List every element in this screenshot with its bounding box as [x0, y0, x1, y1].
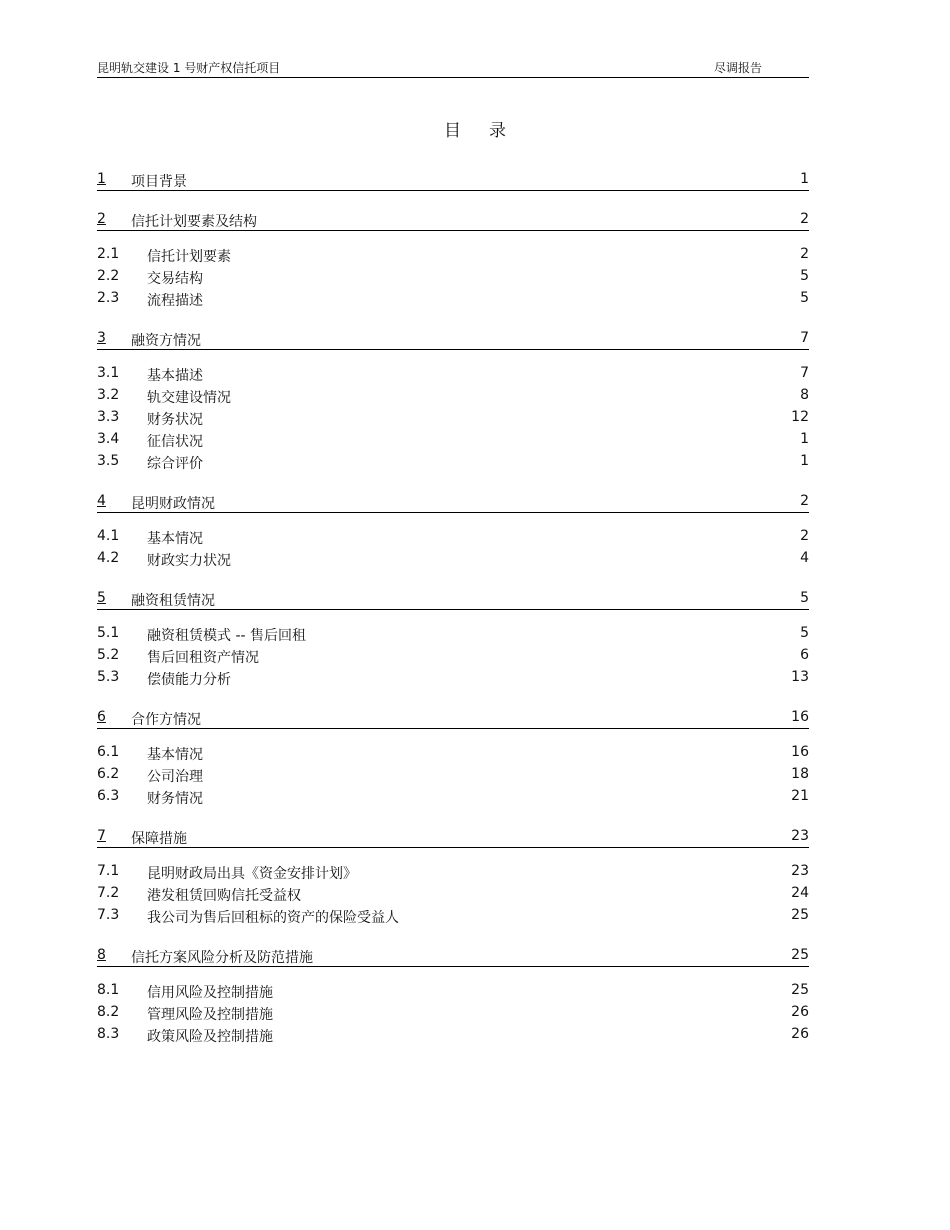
toc-subsection-label: 信用风险及控制措施 [147, 985, 273, 1001]
toc-subsection-label: 综合评价 [147, 456, 203, 472]
toc-subsection-8.2[interactable] [97, 1002, 809, 1024]
toc-subsection-num: 5.3 [97, 669, 120, 685]
toc-subsection-page: 13 [791, 669, 809, 685]
toc-subsection-page: 25 [791, 907, 809, 923]
toc-subsection-num: 8.3 [97, 1026, 120, 1042]
toc-subsection-7.2[interactable] [97, 883, 809, 905]
toc-section-label: 信托方案风险分析及防范措施 [131, 950, 313, 966]
header-project-name: 昆明轨交建设 1 号财产权信托项目 [97, 61, 281, 75]
toc-subsection-label: 信托计划要素 [147, 249, 231, 265]
toc-subsection-8.3[interactable] [97, 1024, 809, 1046]
toc-subsection-page: 12 [791, 409, 809, 425]
toc-subsection-page: 2 [800, 528, 809, 544]
toc-subsection-num: 2.2 [97, 268, 120, 284]
toc-subsection-label: 港发租赁回购信托受益权 [147, 888, 301, 904]
toc-subsection-page: 5 [800, 625, 809, 641]
toc-subsection-num: 5.1 [97, 625, 120, 641]
toc-section-3[interactable] [97, 329, 809, 350]
toc-subsection-label: 昆明财政局出具《资金安排计划》 [147, 866, 357, 882]
toc-subsection-7.1[interactable] [97, 861, 809, 883]
toc-subsection-list [97, 742, 809, 808]
toc-subsection-num: 4.1 [97, 528, 120, 544]
toc-title: 目录 [444, 121, 534, 141]
page-header [97, 57, 809, 78]
toc-subsection-page: 5 [800, 290, 809, 306]
toc-section-page: 16 [791, 709, 809, 725]
toc-subsection-page: 25 [791, 982, 809, 998]
toc-subsection-label: 管理风险及控制措施 [147, 1007, 273, 1023]
table-of-contents [97, 170, 809, 1046]
toc-section-num: 5 [97, 590, 106, 606]
toc-section-page: 1 [800, 171, 809, 187]
toc-subsection-page: 24 [791, 885, 809, 901]
toc-subsection-num: 3.2 [97, 387, 120, 403]
toc-subsection-num: 6.1 [97, 744, 120, 760]
toc-subsection-label: 征信状况 [147, 434, 203, 450]
toc-subsection-num: 8.2 [97, 1004, 120, 1020]
header-report-type: 尽调报告 [714, 61, 763, 75]
toc-section-8[interactable] [97, 946, 809, 967]
toc-subsection-4.1[interactable] [97, 526, 809, 548]
toc-subsection-5.2[interactable] [97, 645, 809, 667]
toc-subsection-8.1[interactable] [97, 980, 809, 1002]
toc-subsection-5.1[interactable] [97, 623, 809, 645]
toc-subsection-label: 公司治理 [147, 769, 203, 785]
toc-subsection-6.3[interactable] [97, 786, 809, 808]
toc-subsection-num: 7.3 [97, 907, 120, 923]
toc-subsection-num: 8.1 [97, 982, 120, 998]
toc-section-label: 昆明财政情况 [131, 496, 215, 512]
toc-section-page: 23 [791, 828, 809, 844]
toc-subsection-6.1[interactable] [97, 742, 809, 764]
toc-subsection-list [97, 623, 809, 689]
toc-subsection-3.4[interactable] [97, 429, 809, 451]
toc-subsection-page: 21 [791, 788, 809, 804]
toc-subsection-label: 流程描述 [147, 293, 203, 309]
toc-subsection-page: 8 [800, 387, 809, 403]
toc-subsection-label: 基本情况 [147, 531, 203, 547]
toc-subsection-num: 7.2 [97, 885, 120, 901]
toc-subsection-page: 6 [800, 647, 809, 663]
toc-subsection-num: 2.1 [97, 246, 120, 262]
toc-subsection-6.2[interactable] [97, 764, 809, 786]
toc-subsection-page: 4 [800, 550, 809, 566]
toc-section-num: 1 [97, 171, 106, 187]
toc-subsection-label: 轨交建设情况 [147, 390, 231, 406]
toc-subsection-7.3[interactable] [97, 905, 809, 927]
toc-subsection-label: 交易结构 [147, 271, 203, 287]
toc-section-num: 2 [97, 211, 106, 227]
toc-subsection-num: 6.2 [97, 766, 120, 782]
toc-subsection-5.3[interactable] [97, 667, 809, 689]
toc-subsection-page: 2 [800, 246, 809, 262]
toc-subsection-page: 26 [791, 1004, 809, 1020]
toc-subsection-page: 1 [800, 453, 809, 469]
toc-subsection-list [97, 363, 809, 473]
toc-subsection-label: 财务情况 [147, 791, 203, 807]
toc-subsection-page: 5 [800, 268, 809, 284]
toc-subsection-2.3[interactable] [97, 288, 809, 310]
toc-section-6[interactable] [97, 708, 809, 729]
toc-section-page: 2 [800, 493, 809, 509]
toc-section-label: 融资方情况 [131, 333, 201, 349]
toc-section-page: 2 [800, 211, 809, 227]
toc-subsection-label: 财政实力状况 [147, 553, 231, 569]
toc-section-2[interactable] [97, 210, 809, 231]
toc-subsection-num: 4.2 [97, 550, 120, 566]
toc-subsection-page: 23 [791, 863, 809, 879]
toc-subsection-3.5[interactable] [97, 451, 809, 473]
toc-subsection-num: 3.3 [97, 409, 120, 425]
toc-subsection-list [97, 526, 809, 570]
toc-subsection-label: 基本情况 [147, 747, 203, 763]
toc-section-label: 保障措施 [131, 831, 187, 847]
toc-subsection-2.1[interactable] [97, 244, 809, 266]
toc-section-5[interactable] [97, 589, 809, 610]
toc-subsection-list [97, 244, 809, 310]
toc-subsection-num: 3.4 [97, 431, 120, 447]
toc-subsection-list [97, 980, 809, 1046]
toc-subsection-num: 3.5 [97, 453, 120, 469]
toc-subsection-label: 融资租赁模式 -- 售后回租 [147, 628, 307, 644]
toc-subsection-list [97, 861, 809, 927]
toc-section-page: 25 [791, 947, 809, 963]
toc-subsection-label: 我公司为售后回租标的资产的保险受益人 [147, 910, 399, 926]
toc-subsection-num: 5.2 [97, 647, 120, 663]
toc-subsection-label: 售后回租资产情况 [147, 650, 259, 666]
toc-subsection-label: 政策风险及控制措施 [147, 1029, 273, 1045]
toc-subsection-label: 基本描述 [147, 368, 203, 384]
toc-subsection-3.1[interactable] [97, 363, 809, 385]
toc-subsection-3.2[interactable] [97, 385, 809, 407]
toc-section-label: 合作方情况 [131, 712, 201, 728]
toc-section-page: 5 [800, 590, 809, 606]
toc-section-1[interactable] [97, 170, 809, 191]
toc-subsection-label: 偿债能力分析 [147, 672, 231, 688]
toc-section-num: 4 [97, 493, 106, 509]
toc-section-num: 6 [97, 709, 106, 725]
toc-subsection-num: 2.3 [97, 290, 120, 306]
toc-subsection-page: 7 [800, 365, 809, 381]
toc-subsection-page: 26 [791, 1026, 809, 1042]
toc-section-num: 8 [97, 947, 106, 963]
toc-section-7[interactable] [97, 827, 809, 848]
toc-subsection-num: 7.1 [97, 863, 120, 879]
toc-subsection-2.2[interactable] [97, 266, 809, 288]
toc-subsection-4.2[interactable] [97, 548, 809, 570]
toc-section-page: 7 [800, 330, 809, 346]
toc-subsection-label: 财务状况 [147, 412, 203, 428]
toc-subsection-num: 3.1 [97, 365, 120, 381]
toc-section-4[interactable] [97, 492, 809, 513]
toc-section-label: 项目背景 [131, 174, 187, 190]
toc-section-label: 融资租赁情况 [131, 593, 215, 609]
toc-subsection-3.3[interactable] [97, 407, 809, 429]
toc-subsection-page: 18 [791, 766, 809, 782]
toc-section-num: 7 [97, 828, 106, 844]
toc-subsection-page: 1 [800, 431, 809, 447]
toc-subsection-page: 16 [791, 744, 809, 760]
toc-section-label: 信托计划要素及结构 [131, 214, 257, 230]
toc-subsection-num: 6.3 [97, 788, 120, 804]
toc-section-num: 3 [97, 330, 106, 346]
